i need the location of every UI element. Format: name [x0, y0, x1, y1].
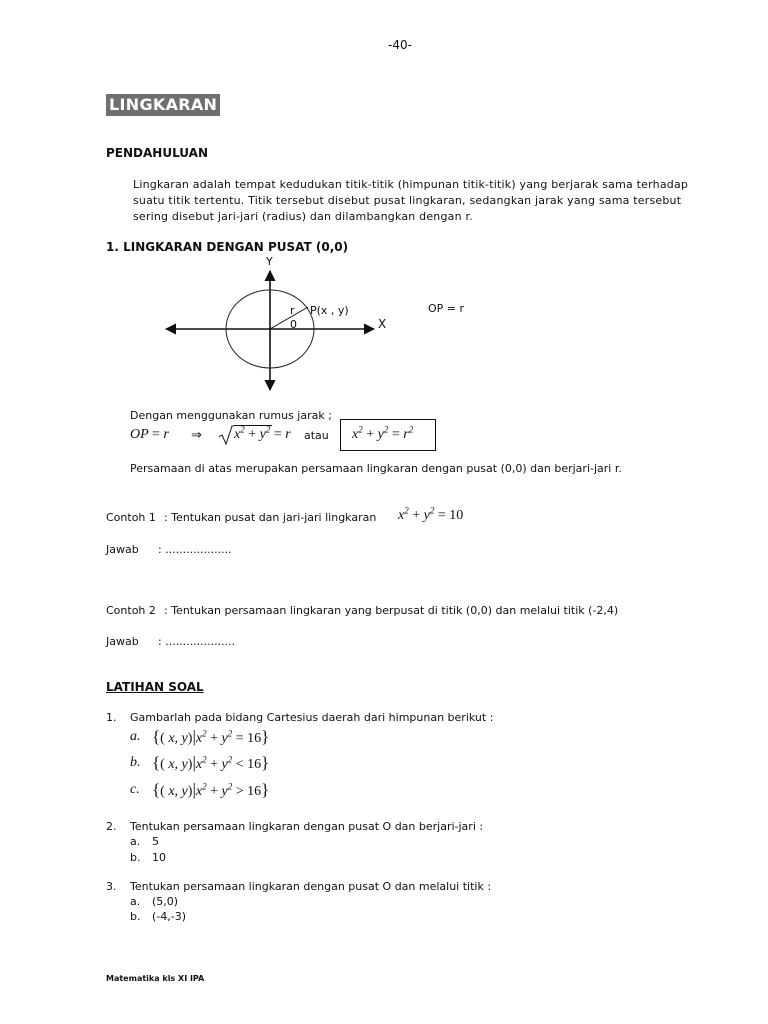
intro-paragraph: Lingkaran adalah tempat kedudukan titik-titik (himpunan titik-titik) yang berjarak sama terhadap suatu titik tertentu. Titik tersebut disebut pusat lingkaran, sedangkan jarak yang sama tersebut sering disebut jari-jari (radius) dan dilambangkan dengan r.	[133, 178, 689, 223]
example1-jawab-label: Jawab	[106, 543, 139, 556]
atau-label: atau	[304, 429, 329, 442]
q1b-letter: b.	[130, 755, 141, 770]
q1c-letter: c.	[130, 782, 140, 797]
sqrt-formula: $x^2 + y^2 = r$	[234, 424, 291, 442]
conclusion-text: Persamaan di atas merupakan persamaan lingkaran dengan pusat (0,0) dan berjari-jari r.	[130, 462, 622, 475]
q3b-letter: b.	[130, 910, 141, 923]
example2-text: : Tentukan persamaan lingkaran yang berpusat di titik (0,0) dan melalui titik (-2,4)	[164, 604, 619, 617]
q1-number: 1.	[106, 711, 117, 724]
q3a-letter: a.	[130, 895, 141, 908]
example1-text: : Tentukan pusat dan jari-jari lingkaran	[164, 511, 377, 524]
q2b-value: 10	[152, 851, 166, 864]
x-axis-label: X	[378, 317, 387, 331]
q2a-letter: a.	[130, 835, 141, 848]
distance-intro: Dengan menggunakan rumus jarak ;	[130, 409, 332, 422]
q3-number: 3.	[106, 880, 117, 893]
q1-text: Gambarlah pada bidang Cartesius daerah dari himpunan berikut :	[130, 711, 494, 724]
q3b-value: (-4,-3)	[152, 910, 187, 923]
sqrt-symbol	[218, 424, 234, 446]
q2-text: Tentukan persamaan lingkaran dengan pusat O dan berjari-jari :	[130, 820, 484, 833]
q1b-set: {( x, $y)|x^2 + y^2 < 16$}	[152, 753, 270, 772]
q3a-value: (5,0)	[152, 895, 179, 908]
example2-jawab-value: : ....................	[158, 635, 236, 648]
implies-arrow: ⇒	[191, 428, 202, 443]
intro-heading: PENDAHULUAN	[106, 146, 208, 160]
example2-jawab-label: Jawab	[106, 635, 139, 648]
y-axis-label: Y	[266, 255, 273, 268]
radius-label: r	[290, 304, 295, 317]
q1a-set: {( x, $y)|x^2 + y^2 = 16$}	[152, 727, 270, 746]
chapter-title: LINGKARAN	[106, 94, 220, 116]
q2a-value: 5	[152, 835, 159, 848]
example1-jawab-value: : ...................	[158, 543, 232, 556]
q2b-letter: b.	[130, 851, 141, 864]
op-equation: OP = r	[428, 302, 465, 315]
footer-text: Matematika kls XI IPA	[106, 974, 205, 983]
page-number: -40-	[388, 38, 412, 52]
q3-text: Tentukan persamaan lingkaran dengan pusat O dan melalui titik :	[130, 880, 492, 893]
q1a-letter: a.	[130, 729, 141, 744]
exercise-heading: LATIHAN SOAL	[106, 680, 204, 694]
op-formula: OP = r	[130, 427, 169, 442]
q2-number: 2.	[106, 820, 117, 833]
section-heading: 1. LINGKARAN DENGAN PUSAT (0,0)	[106, 240, 349, 254]
example1-equation: $x^2 + y^2 = 10$	[398, 505, 464, 523]
origin-label: 0	[290, 318, 297, 331]
example1-label: Contoh 1	[106, 511, 156, 524]
radius-line	[270, 307, 308, 329]
q1c-set: {( x, $y)|x^2 + y^2 > 16$}	[152, 780, 270, 799]
circle-equation: $x^2 + y^2 = r^2$	[352, 424, 414, 442]
point-p-label: P(x , y)	[310, 304, 349, 317]
example2-label: Contoh 2	[106, 604, 156, 617]
